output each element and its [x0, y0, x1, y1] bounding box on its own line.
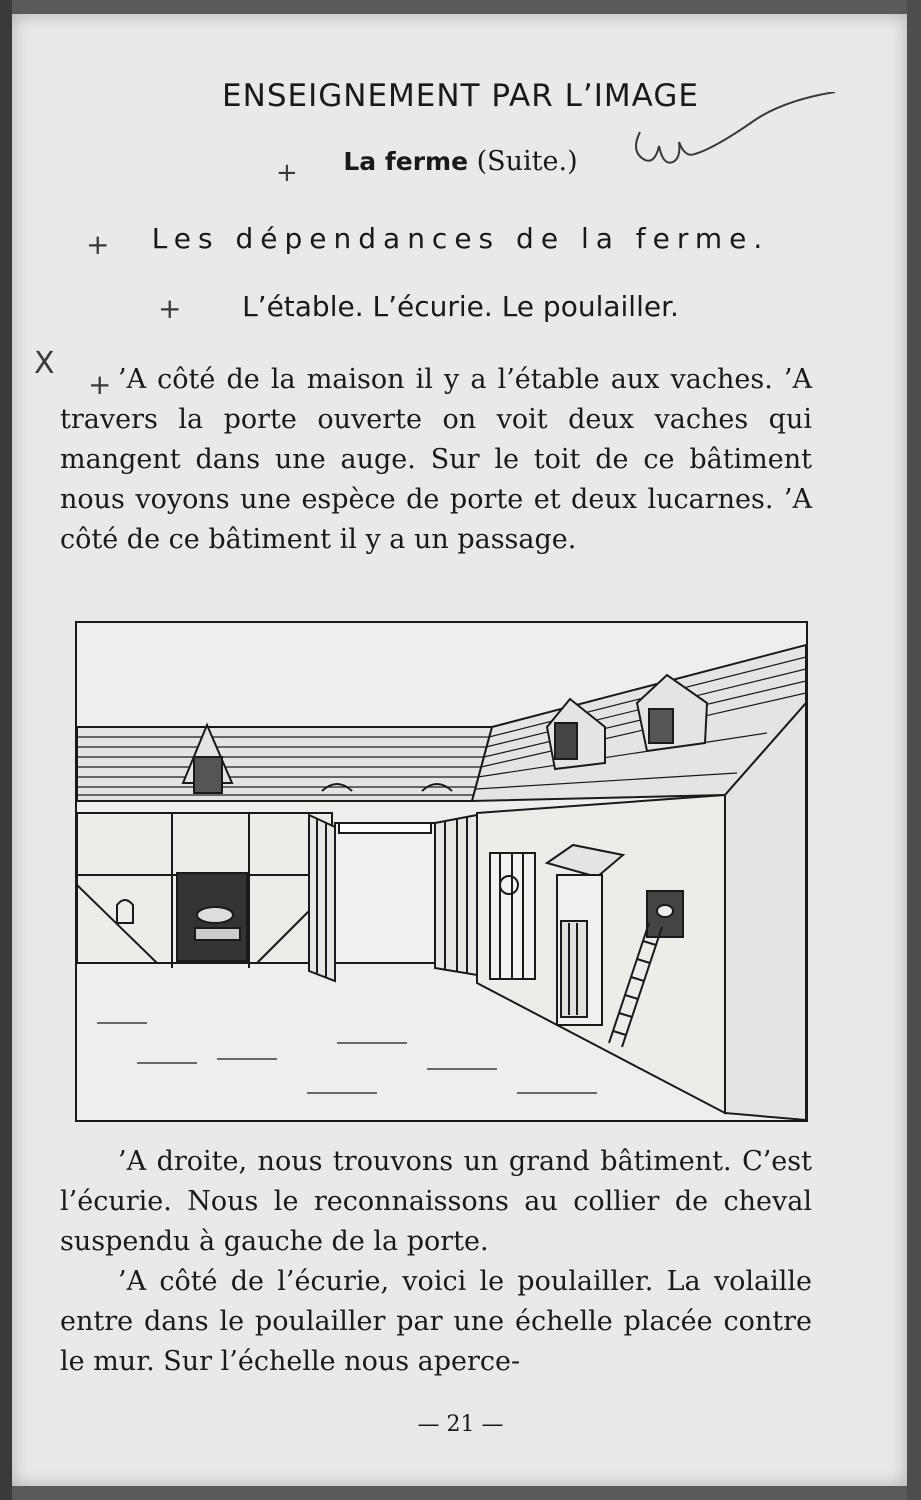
subtitle-rest: (Suite.)	[468, 146, 578, 177]
pencil-cross-mark: +	[276, 158, 298, 188]
paragraph-poulailler: ’A côté de l’écurie, voici le poulailler. La volaille entre dans le poulailler par une échelle placée contre le mur. Sur l’échelle nous aperce-	[60, 1266, 812, 1377]
farm-drawing	[77, 623, 806, 1120]
pencil-x-mark: X	[34, 346, 55, 381]
pencil-cross-mark: +	[158, 292, 182, 325]
farm-illustration	[75, 621, 808, 1122]
pencil-cross-mark: +	[86, 228, 110, 261]
page-number: — 21 —	[417, 1412, 504, 1437]
paragraph-etable: ’A côté de la maison il y a l’étable aux vaches. ’A travers la porte ouverte on voit deux vaches qui mangent dans une auge. Sur le toit de ce bâtiment nous voyons une espèce de porte et deux lucarnes. ’A côté de ce bâtiment il y a un passage.	[60, 364, 812, 555]
pencil-cross-mark: +	[88, 368, 112, 401]
page-header: ENSEIGNEMENT PAR L’IMAGE	[222, 78, 699, 114]
section-subheading: L’étable. L’écurie. Le poulailler.	[242, 290, 679, 323]
handwritten-scribble	[620, 92, 840, 182]
paragraph-ecurie: ’A droite, nous trouvons un grand bâtiment. C’est l’écurie. Nous le reconnaissons au collier de cheval suspendu à gauche de la porte.	[60, 1146, 812, 1257]
section-heading: Les dépendances de la ferme.	[151, 222, 770, 255]
subtitle-bold: La ferme	[343, 147, 469, 176]
